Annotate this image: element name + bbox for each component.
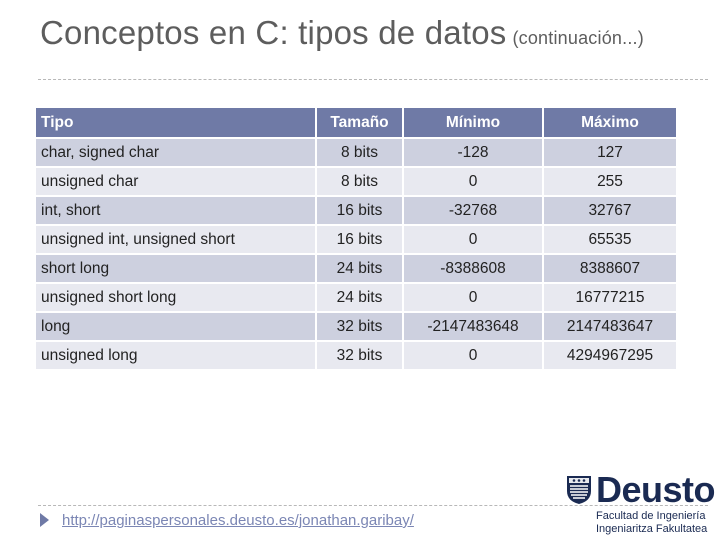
table-row [36, 313, 678, 342]
cell-minimo: 0 [404, 168, 544, 197]
cell-tamano: 24 bits [317, 284, 404, 313]
table-row [36, 342, 678, 371]
cell-tipo: long [36, 313, 317, 342]
cell-minimo: -128 [404, 139, 544, 168]
cell-tipo: char, signed char [36, 139, 317, 168]
cell-tamano: 8 bits [317, 168, 404, 197]
cell-maximo: 2147483647 [544, 313, 678, 342]
cell-tipo: unsigned short long [36, 284, 317, 313]
cell-maximo: 65535 [544, 226, 678, 255]
table-row [36, 168, 678, 197]
deusto-logo [566, 470, 726, 542]
cell-minimo: 0 [404, 284, 544, 313]
cell-tipo: int, short [36, 197, 317, 226]
table-row [36, 139, 678, 168]
slide-title [40, 14, 644, 52]
cell-maximo: 4294967295 [544, 342, 678, 371]
header-tamano: Tamaño [317, 108, 404, 139]
cell-maximo: 127 [544, 139, 678, 168]
cell-tamano: 16 bits [317, 226, 404, 255]
brand-name: Deusto [596, 469, 716, 510]
shield-icon [566, 475, 592, 505]
cell-minimo: 0 [404, 342, 544, 371]
cell-tamano: 32 bits [317, 313, 404, 342]
faculty-name-es: Facultad de Ingeniería [596, 510, 706, 522]
header-minimo: Mínimo [404, 108, 544, 139]
cell-tamano: 8 bits [317, 139, 404, 168]
bullet-arrow-icon [40, 513, 49, 527]
header-tipo: Tipo [36, 108, 317, 139]
cell-tipo: unsigned int, unsigned short [36, 226, 317, 255]
footer-url-link[interactable]: http://paginaspersonales.deusto.es/jonathan.garibay/ [62, 512, 414, 529]
table-header-row [36, 108, 678, 139]
cell-minimo: -32768 [404, 197, 544, 226]
table-row [36, 226, 678, 255]
title-divider [38, 79, 708, 80]
cell-tipo: unsigned char [36, 168, 317, 197]
table-row [36, 255, 678, 284]
cell-tipo: unsigned long [36, 342, 317, 371]
cell-maximo: 8388607 [544, 255, 678, 284]
header-maximo: Máximo [544, 108, 678, 139]
faculty-name-eu: Ingeniaritza Fakultatea [596, 523, 708, 535]
table-row [36, 197, 678, 226]
cell-tamano: 32 bits [317, 342, 404, 371]
table-row [36, 284, 678, 313]
cell-maximo: 255 [544, 168, 678, 197]
cell-maximo: 16777215 [544, 284, 678, 313]
data-types-table [36, 108, 678, 371]
cell-minimo: 0 [404, 226, 544, 255]
slide-title-main: Conceptos en C: tipos de datos [40, 14, 507, 51]
cell-tamano: 24 bits [317, 255, 404, 284]
cell-minimo: -8388608 [404, 255, 544, 284]
cell-tipo: short long [36, 255, 317, 284]
cell-minimo: -2147483648 [404, 313, 544, 342]
cell-maximo: 32767 [544, 197, 678, 226]
slide-title-sub: (continuación...) [512, 28, 644, 48]
cell-tamano: 16 bits [317, 197, 404, 226]
